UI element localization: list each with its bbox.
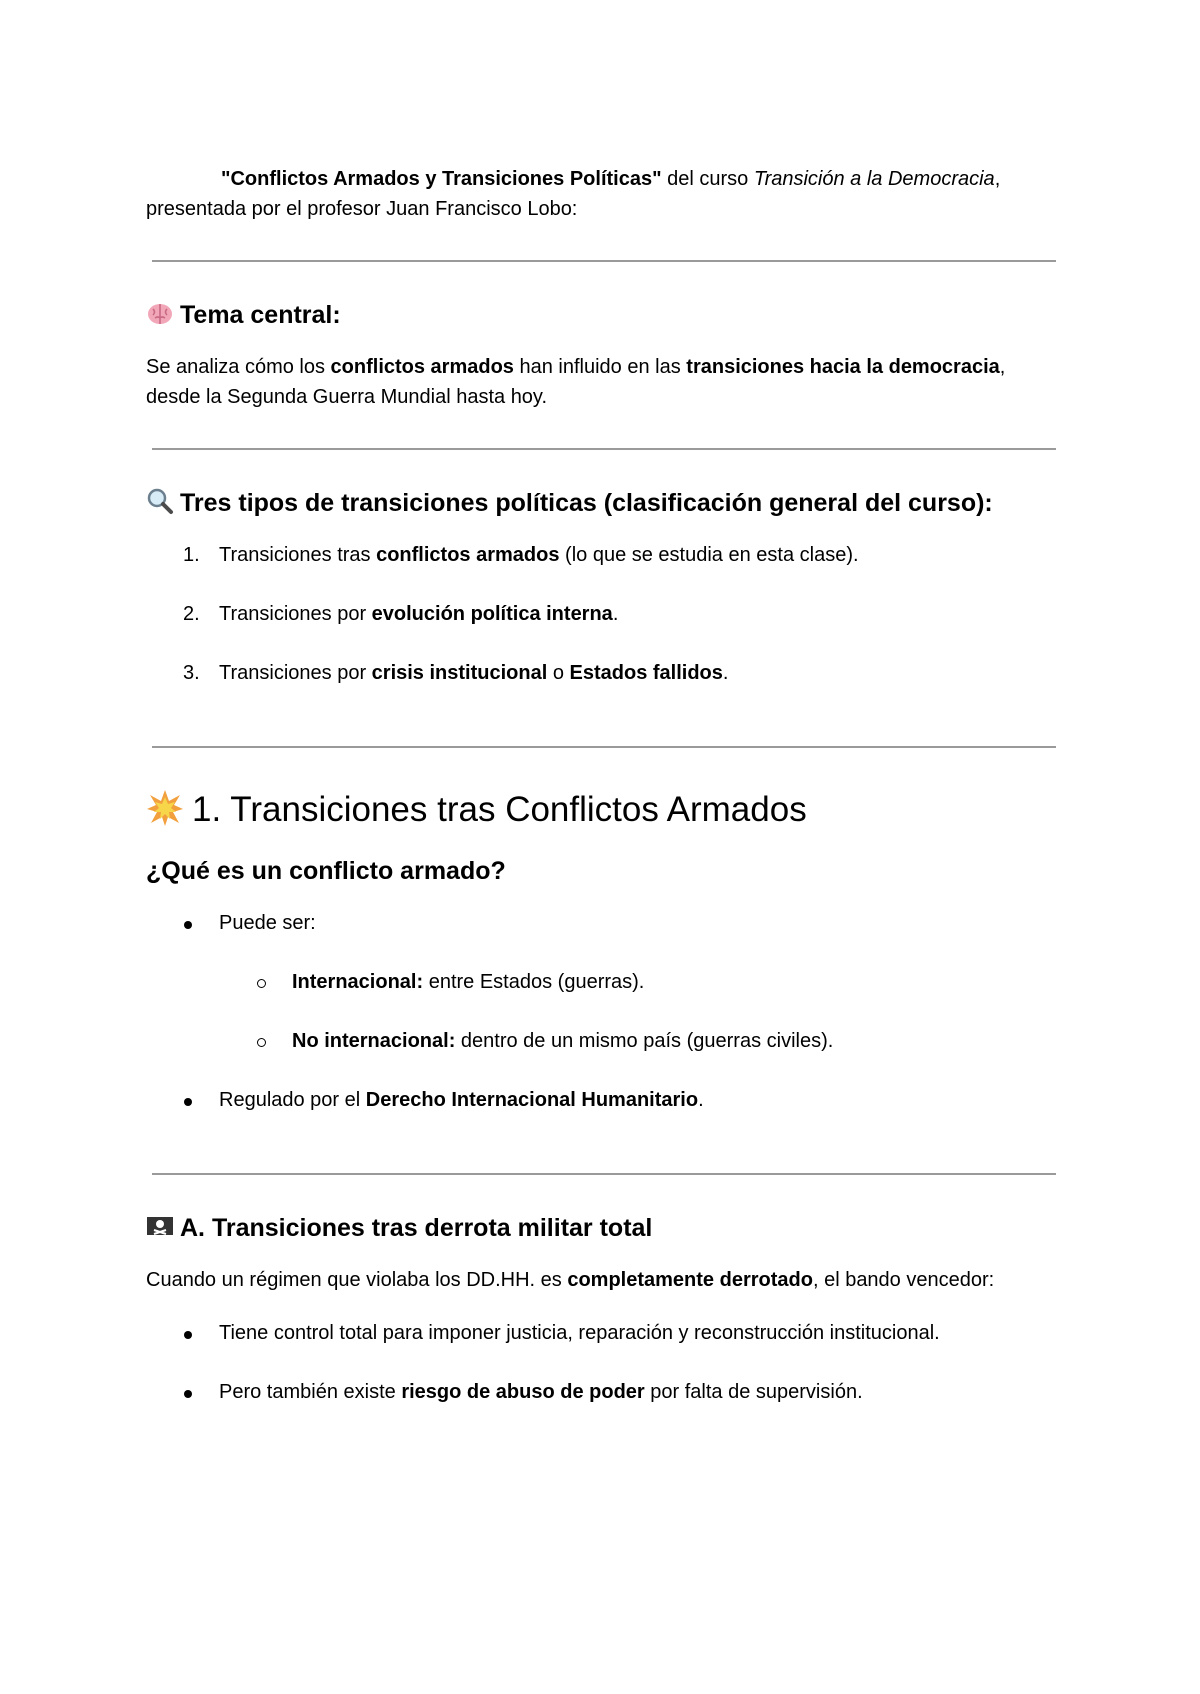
- section-1-subheading: ¿Qué es un conflicto armado?: [146, 857, 506, 885]
- course-name: Transición a la Democracia: [753, 168, 995, 190]
- list-item: 3. Transiciones por crisis institucional o Estados fallidos.: [183, 662, 729, 684]
- divider: [152, 746, 1056, 748]
- section-a-heading: A. Transiciones tras derrota militar total: [146, 1211, 1056, 1245]
- list-item: Puede ser:: [146, 908, 1056, 938]
- document-page: [146, 164, 1056, 1407]
- list-item: Tiene control total para imponer justicia, reparación y reconstrucción institucional.: [146, 1318, 1056, 1348]
- tipos-list: [146, 540, 1056, 688]
- list-item: Internacional: entre Estados (guerras).: [146, 967, 1056, 997]
- circle-bullet-icon: [257, 1038, 266, 1047]
- lecture-title: "Conflictos Armados y Transiciones Políticas": [221, 168, 662, 190]
- bullet-icon: [184, 921, 192, 929]
- intro-paragraph: "Conflictos Armados y Transiciones Políticas" del curso Transición a la Democracia, presentada por el profesor Juan Francisco Lobo:: [146, 168, 1001, 220]
- section-a-text: Cuando un régimen que violaba los DD.HH. es completamente derrotado, el bando vencedor:: [146, 1269, 995, 1291]
- list-item: No internacional: dentro de un mismo país (guerras civiles).: [146, 1026, 1056, 1056]
- divider: [152, 448, 1056, 450]
- brain-icon: [146, 299, 174, 327]
- list-item: Regulado por el Derecho Internacional Humanitario.: [146, 1085, 1056, 1115]
- list-item: 1. Transiciones tras conflictos armados (lo que se estudia en esta clase).: [183, 544, 859, 566]
- list-item: Pero también existe riesgo de abuso de poder por falta de supervisión.: [146, 1377, 1056, 1407]
- heading-tema-central: Tema central:: [146, 298, 1056, 332]
- bullet-icon: [184, 1331, 192, 1339]
- magnifier-icon: [146, 487, 174, 515]
- bullet-icon: [184, 1390, 192, 1398]
- divider: [152, 1173, 1056, 1175]
- section-1-heading: 1. Transiciones tras Conflictos Armados: [146, 788, 1056, 832]
- pirate-flag-icon: [146, 1212, 174, 1240]
- circle-bullet-icon: [257, 979, 266, 988]
- tema-central-text: Se analiza cómo los conflictos armados han influido en las transiciones hacia la democracia, desde la Segunda Guerra Mundial hasta hoy.: [146, 356, 1006, 408]
- heading-tipos: Tres tipos de transiciones políticas (clasificación general del curso):: [146, 486, 1056, 520]
- list-item: 2. Transiciones por evolución política interna.: [183, 603, 619, 625]
- explosion-icon: [146, 789, 184, 827]
- section-a-list: [146, 1318, 1056, 1407]
- divider: [152, 260, 1056, 262]
- bullet-icon: [184, 1098, 192, 1106]
- conflict-list: [146, 908, 1056, 1115]
